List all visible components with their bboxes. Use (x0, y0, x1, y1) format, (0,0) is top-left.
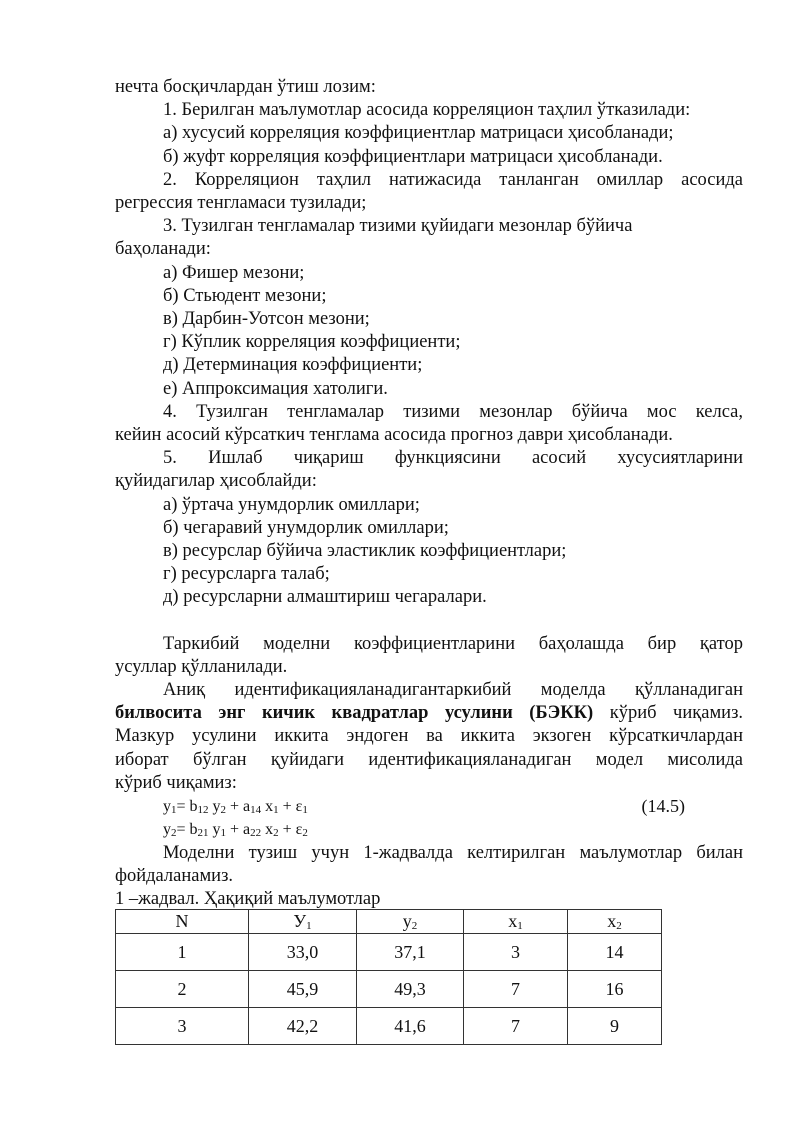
table-cell: 45,9 (249, 971, 357, 1008)
table-cell: 14 (568, 934, 662, 971)
table-header-row (116, 910, 662, 934)
text-line: баҳоланади: (115, 239, 211, 260)
table-cell: 41,6 (357, 1008, 464, 1045)
list-item: е) Аппроксимация хатолиги. (163, 378, 388, 399)
table-cell: 1 (116, 934, 249, 971)
table-row (116, 971, 662, 1008)
column-header-x2: $x_2$ (568, 910, 662, 934)
table-cell: 49,3 (357, 971, 464, 1008)
text-line: Мазкур усулини иккита эндоген ва иккита экзоген кўрсаткичлардан (115, 726, 743, 747)
list-item: д) Детерминация коэффициенти; (163, 355, 423, 376)
column-header-x1: $x_1$ (464, 910, 568, 934)
list-item: а) Фишер мезони; (163, 262, 305, 283)
paragraph-line: Аниқ идентификацияланадигантаркибий моделда қўлланадиган (163, 680, 743, 701)
list-item: а) хусусий корреляция коэффициентлар матрицаси ҳисобланади; (163, 123, 674, 144)
table-cell: 7 (464, 1008, 568, 1045)
table-cell: 16 (568, 971, 662, 1008)
table-row (116, 934, 662, 971)
text-line: нечта босқичлардан ўтиш лозим: (115, 77, 376, 97)
data-table (115, 909, 662, 1045)
list-item: г) Кўплик корреляция коэффициенти; (163, 332, 461, 353)
list-item: в) Дарбин-Уотсон мезони; (163, 309, 370, 330)
table-caption: 1 –жадвал. Ҳақиқий маълумотлар (115, 888, 381, 909)
list-item: д) ресурсларни алмаштириш чегаралари. (163, 587, 487, 608)
column-header-y2: $y_2$ (357, 910, 464, 934)
text-line: қуйидагилар ҳисоблайди: (115, 471, 317, 492)
list-item: б) чегаравий унумдорлик омиллари; (163, 517, 449, 538)
paragraph-gap (115, 610, 743, 633)
column-header-n: N (116, 910, 249, 934)
table-cell: 3 (464, 934, 568, 971)
table-cell: 2 (116, 971, 249, 1008)
text-line: кейин асосий кўрсаткич тенглама асосида прогноз даври ҳисобланади. (115, 425, 673, 446)
paragraph-line: Моделни тузиш учун 1-жадвалда келтирилган маълумотлар билан (163, 842, 743, 863)
table-cell: 9 (568, 1008, 662, 1045)
table-cell: 7 (464, 971, 568, 1008)
equation-2: $y_2= b_{21}$ $y_1 + a_{22}$ $x_2 + \varepsilon_2$ (163, 821, 308, 840)
table-cell: 42,2 (249, 1008, 357, 1045)
table-row (116, 1008, 662, 1045)
table-cell: 37,1 (357, 934, 464, 971)
equation-1: $y_1= b_{12}$ $y_2 + a_{14}$ $x_1 + \varepsilon_1$ (14.5) (115, 795, 743, 818)
document-page (115, 76, 743, 910)
table-cell: 3 (116, 1008, 249, 1045)
text-line: фойдаланамиз. (115, 865, 234, 886)
method-name-bold: билвосита энг кичик квадратлар усулини (БЭКК) (115, 703, 594, 724)
list-item: а) ўртача унумдорлик омиллари; (163, 494, 420, 515)
list-item: б) жуфт корреляция коэффициентлари матрицаси ҳисобланади. (163, 146, 663, 167)
equation-number: (14.5) (641, 796, 685, 817)
text-span: кўриб чиқамиз. (593, 703, 744, 724)
list-item: б) Стьюдент мезони; (163, 285, 327, 306)
list-item: 2. Корреляцион таҳлил натижасида танланган омиллар асосида (163, 169, 743, 190)
list-item: 5. Ишлаб чиқариш функциясини асосий хусусиятларини (163, 448, 743, 469)
column-header-y1: $У_1$ (249, 910, 357, 934)
list-item: в) ресурслар бўйича эластиклик коэффициентлари; (163, 541, 567, 562)
list-item: г) ресурсларга талаб; (163, 564, 330, 585)
list-item: 3. Тузилган тенгламалар тизими қуйидаги мезонлар бўйича (163, 216, 633, 237)
list-item: 4. Тузилган тенгламалар тизими мезонлар бўйича мос келса, (163, 401, 743, 422)
list-item: 1. Берилган маълумотлар асосида корреляцион таҳлил ўтказилади: (163, 100, 691, 121)
text-line: усуллар қўлланилади. (115, 656, 288, 677)
text-line: регрессия тенгламаси тузилади; (115, 193, 367, 214)
text-line (115, 702, 743, 725)
text-line: кўриб чиқамиз: (115, 772, 237, 793)
table-cell: 33,0 (249, 934, 357, 971)
text-line: иборат бўлган қуйидаги идентификацияланадиган модел мисолида (115, 749, 743, 770)
paragraph-line: Таркибий моделни коэффициентларини баҳолашда бир қатор (163, 633, 743, 654)
